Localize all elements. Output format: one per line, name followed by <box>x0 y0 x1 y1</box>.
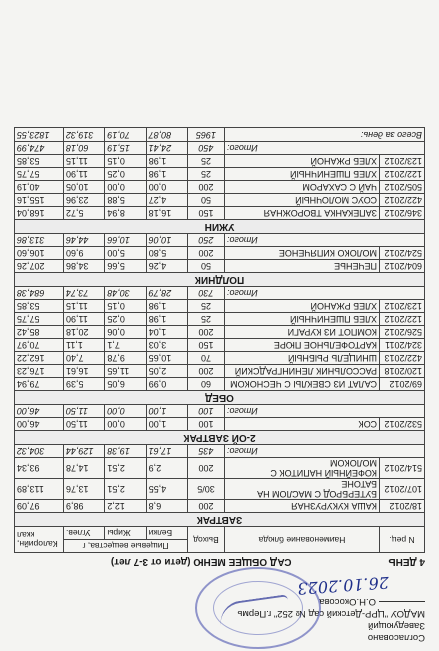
table-cell: 79,94 <box>15 378 64 391</box>
table-cell: 1,11 <box>64 339 105 352</box>
table-cell: 2,05 <box>146 365 187 378</box>
table-row <box>15 458 425 479</box>
header-out: Выход <box>188 527 225 553</box>
table-cell: 162,22 <box>15 352 64 365</box>
table-cell: ХЛЕБ РЖАНОЙ <box>225 300 380 313</box>
table-cell: 60 <box>188 378 225 391</box>
menu-table-body <box>15 128 425 527</box>
table-cell: 532/2012 <box>380 418 425 431</box>
table-cell: 604/2012 <box>380 260 425 273</box>
grand-total-label: Всего за день: <box>225 128 425 142</box>
table-row <box>15 194 425 207</box>
table-cell: 0,00 <box>105 418 146 431</box>
meal-title: 2-ОЙ ЗАВТРАК <box>15 431 425 445</box>
meal-title: ПОЛДНИК <box>15 273 425 287</box>
table-cell: 120/2018 <box>380 365 425 378</box>
grand-total-cell: 1823,55 <box>15 128 64 142</box>
table-row <box>15 500 425 513</box>
table-cell: 346/2012 <box>380 207 425 220</box>
header-fat: Жиры <box>105 527 146 540</box>
total-cell: 435 <box>188 445 225 458</box>
table-cell: РАССОЛЬНИК ЛЕНИНГРАДСКИЙ <box>225 365 380 378</box>
total-cell: 450 <box>188 142 225 155</box>
table-row <box>15 313 425 326</box>
table-cell: 1,04 <box>146 326 187 339</box>
table-cell: БУТЕРБРОД С МАСЛОМ НА БАТОНЕ <box>225 479 380 500</box>
table-cell: 70 <box>188 352 225 365</box>
total-cell: 19,38 <box>105 445 146 458</box>
header-kcal: Калорийн, ккал <box>15 527 64 553</box>
total-cell: 73,74 <box>64 287 105 300</box>
table-row <box>15 378 425 391</box>
total-cell: 11,50 <box>64 405 105 418</box>
total-cell: 474,99 <box>15 142 64 155</box>
table-cell: 113,89 <box>15 479 64 500</box>
table-cell: 46,00 <box>15 418 64 431</box>
table-cell: 85,42 <box>15 326 64 339</box>
total-cell: 1,00 <box>146 405 187 418</box>
table-header-row <box>15 540 425 553</box>
table-cell: 207,26 <box>15 260 64 273</box>
table-cell: 200 <box>188 181 225 194</box>
table-cell: СОК <box>225 418 380 431</box>
table-cell: 200 <box>188 247 225 260</box>
grand-total-cell: 1965 <box>188 128 225 142</box>
table-cell: КАША КУКУРУЗНАЯ <box>225 500 380 513</box>
table-cell: 57,75 <box>15 168 64 181</box>
table-cell: 6,8 <box>146 500 187 513</box>
table-row <box>15 365 425 378</box>
table-cell: 9,78 <box>105 352 146 365</box>
total-label: Итого: <box>225 287 425 300</box>
table-cell: 0,99 <box>146 378 187 391</box>
table-cell: 4,27 <box>146 194 187 207</box>
total-cell: 10,06 <box>146 234 187 247</box>
approval-line-3: МАДОУ "ЦРР-Детский сад № 252" г.Пермь <box>237 608 425 619</box>
table-cell: 13,76 <box>64 479 105 500</box>
table-cell: 16,61 <box>64 365 105 378</box>
table-cell: 23,96 <box>64 194 105 207</box>
table-cell: САЛАТ ИЗ СВЕКЛЫ С ЧЕСНОКОМ <box>225 378 380 391</box>
approval-line-1: Согласовано <box>367 632 425 643</box>
table-cell: 123/2012 <box>380 155 425 168</box>
table-cell: 10,05 <box>64 181 105 194</box>
table-row <box>15 418 425 431</box>
table-cell: 70,97 <box>15 339 64 352</box>
meal-header-row <box>15 273 425 287</box>
table-cell: 2,51 <box>105 458 146 479</box>
table-cell: 1,98 <box>146 168 187 181</box>
table-cell: ПЕЧЕНЬЕ <box>225 260 380 273</box>
section-total-row <box>15 287 425 300</box>
table-cell: 0,15 <box>105 155 146 168</box>
total-cell: 100 <box>188 405 225 418</box>
table-cell: ХЛЕБ ПШЕНИЧНЫЙ <box>225 313 380 326</box>
total-label: Итого: <box>225 405 425 418</box>
table-cell: МОЛОКО КИПЯЧЕНОЕ <box>225 247 380 260</box>
meal-title: УЖИН <box>15 220 425 234</box>
table-row <box>15 155 425 168</box>
table-cell: 53,85 <box>15 300 64 313</box>
table-cell: 107/2012 <box>380 479 425 500</box>
menu-day: 4 ДЕНЬ <box>388 556 425 567</box>
table-cell: 5,80 <box>146 247 187 260</box>
total-label: Итого: <box>225 445 425 458</box>
table-cell: 2,9 <box>146 458 187 479</box>
table-cell: 69/2012 <box>380 378 425 391</box>
table-cell: 2,51 <box>105 479 146 500</box>
total-cell: 730 <box>188 287 225 300</box>
table-cell: 3,03 <box>146 339 187 352</box>
header-carb: Углев. <box>64 527 105 540</box>
table-cell: ЗАПЕКАНКА ТВОРОЖНАЯ <box>225 207 380 220</box>
table-cell: 200 <box>188 458 225 479</box>
table-row <box>15 207 425 220</box>
table-cell: 5,72 <box>64 207 105 220</box>
table-cell: 93,34 <box>15 458 64 479</box>
table-cell: 1,98 <box>146 300 187 313</box>
table-cell: ХЛЕБ ПШЕНИЧНЫЙ <box>225 168 380 181</box>
table-cell: КОФЕЙНЫЙ НАПИТОК С МОЛОКОМ <box>225 458 380 479</box>
table-cell: ХЛЕБ РЖАНОЙ <box>225 155 380 168</box>
table-cell: 11,90 <box>64 168 105 181</box>
table-cell: 0,15 <box>105 300 146 313</box>
menu-heading: САД ОБЩЕЕ МЕНЮ (дети от 3-7 лет) <box>110 556 292 567</box>
table-cell: ШНИЦЕЛЬ РЫБНЫЙ <box>225 352 380 365</box>
table-cell: КАРТОФЕЛЬНОЕ ПЮРЕ <box>225 339 380 352</box>
table-cell: 524/2012 <box>380 247 425 260</box>
approval-line-2: Заведующий <box>368 620 425 631</box>
table-cell: 9,60 <box>64 247 105 260</box>
table-cell: 25 <box>188 313 225 326</box>
table-cell: 150 <box>188 339 225 352</box>
table-cell: 526/2012 <box>380 326 425 339</box>
meal-header-row <box>15 391 425 405</box>
header-protein: Белки <box>146 527 187 540</box>
table-cell: 106,60 <box>15 247 64 260</box>
table-cell: 324/2011 <box>380 339 425 352</box>
meal-title: ОБЕД <box>15 391 425 405</box>
signature-line <box>379 601 425 602</box>
table-cell: 14,78 <box>64 458 105 479</box>
director-name: О.Н.Окосова <box>319 596 376 607</box>
table-cell: 0,25 <box>105 313 146 326</box>
table-cell: 34,86 <box>64 260 105 273</box>
table-cell: 25 <box>188 300 225 313</box>
total-label: Итого: <box>225 142 425 155</box>
total-cell: 17,61 <box>146 445 187 458</box>
grand-total-cell: 80,87 <box>146 128 187 142</box>
table-row <box>15 247 425 260</box>
total-cell: 250 <box>188 234 225 247</box>
table-cell: 7,40 <box>64 352 105 365</box>
table-cell: 0,06 <box>105 326 146 339</box>
table-cell: 53,85 <box>15 155 64 168</box>
table-cell: 5,88 <box>105 194 146 207</box>
table-cell: 16,18 <box>146 207 187 220</box>
table-cell: 8,94 <box>105 207 146 220</box>
table-cell: 176,23 <box>15 365 64 378</box>
meal-header-row <box>15 513 425 527</box>
table-cell: 11,90 <box>64 313 105 326</box>
table-cell: 168,04 <box>15 207 64 220</box>
table-cell: 200 <box>188 326 225 339</box>
table-cell: 155,16 <box>15 194 64 207</box>
table-row <box>15 181 425 194</box>
table-cell: ЧАЙ С САХАРОМ <box>225 181 380 194</box>
section-total-row <box>15 142 425 155</box>
grand-total-row <box>15 128 425 142</box>
table-cell: 0,00 <box>146 181 187 194</box>
total-cell: 684,38 <box>15 287 64 300</box>
header-rec: N рец. <box>380 527 425 553</box>
table-cell: 11,65 <box>105 365 146 378</box>
table-row <box>15 339 425 352</box>
meal-header-row <box>15 220 425 234</box>
table-cell: 11,15 <box>64 300 105 313</box>
table-cell: 40,19 <box>15 181 64 194</box>
table-cell: 505/2012 <box>380 181 425 194</box>
table-cell: 514/2012 <box>380 458 425 479</box>
table-cell: 1,00 <box>146 418 187 431</box>
table-cell: 0,00 <box>105 181 146 194</box>
total-cell: 28,79 <box>146 287 187 300</box>
table-cell: 5,66 <box>105 260 146 273</box>
menu-table <box>14 127 425 553</box>
table-cell: СОУС МОЛОЧНЫЙ <box>225 194 380 207</box>
table-cell: 0,25 <box>105 168 146 181</box>
table-row <box>15 260 425 273</box>
section-total-row <box>15 405 425 418</box>
table-cell: КОМПОТ ИЗ КУРАГИ <box>225 326 380 339</box>
table-cell: 20,18 <box>64 326 105 339</box>
total-cell: 46,00 <box>15 405 64 418</box>
section-total-row <box>15 445 425 458</box>
total-cell: 30,48 <box>105 287 146 300</box>
total-cell: 10,66 <box>105 234 146 247</box>
table-cell: 6,05 <box>105 378 146 391</box>
table-cell: 50 <box>188 194 225 207</box>
table-cell: 50 <box>188 260 225 273</box>
grand-total-cell: 70,19 <box>105 128 146 142</box>
meal-header-row <box>15 431 425 445</box>
table-cell: 422/2013 <box>380 352 425 365</box>
table-cell: 97,09 <box>15 500 64 513</box>
table-cell: 4,26 <box>146 260 187 273</box>
table-row <box>15 326 425 339</box>
table-cell: 11,15 <box>64 155 105 168</box>
table-cell: 122/2012 <box>380 313 425 326</box>
table-row <box>15 300 425 313</box>
total-cell: 129,44 <box>64 445 105 458</box>
table-cell: 150 <box>188 207 225 220</box>
total-cell: 15,19 <box>105 142 146 155</box>
total-label: Итого: <box>225 234 425 247</box>
total-cell: 313,86 <box>15 234 64 247</box>
table-cell: 5,39 <box>64 378 105 391</box>
total-cell: 60,18 <box>64 142 105 155</box>
table-cell: 200 <box>188 500 225 513</box>
table-cell: 123/2012 <box>380 300 425 313</box>
table-cell: 25 <box>188 168 225 181</box>
table-cell: 57,75 <box>15 313 64 326</box>
table-cell: 1,98 <box>146 313 187 326</box>
header-nutrients: Пищевые вещества, г <box>64 540 188 553</box>
table-cell: 4,55 <box>146 479 187 500</box>
table-cell: 422/2012 <box>380 194 425 207</box>
header-name: Наименование блюда <box>225 527 380 553</box>
table-cell: 11,50 <box>64 418 105 431</box>
table-cell: 7,1 <box>105 339 146 352</box>
total-cell: 24,41 <box>146 142 187 155</box>
table-cell: 10,65 <box>146 352 187 365</box>
grand-total-cell: 319,32 <box>64 128 105 142</box>
table-cell: 5,00 <box>105 247 146 260</box>
table-row <box>15 479 425 500</box>
table-row <box>15 168 425 181</box>
table-cell: 18/2012 <box>380 500 425 513</box>
table-cell: 30/5 <box>188 479 225 500</box>
table-cell: 122/2012 <box>380 168 425 181</box>
table-cell: 200 <box>188 365 225 378</box>
handwritten-date: 26.10.2023 <box>296 572 390 599</box>
meal-title: ЗАВТРАК <box>15 513 425 527</box>
table-cell: 100 <box>188 418 225 431</box>
table-cell: 1,98 <box>146 155 187 168</box>
table-cell: 12,2 <box>105 500 146 513</box>
table-cell: 98,9 <box>64 500 105 513</box>
menu-title <box>14 556 425 567</box>
section-total-row <box>15 234 425 247</box>
total-cell: 44,46 <box>64 234 105 247</box>
total-cell: 0,00 <box>105 405 146 418</box>
table-cell: 25 <box>188 155 225 168</box>
table-row <box>15 352 425 365</box>
total-cell: 304,32 <box>15 445 64 458</box>
